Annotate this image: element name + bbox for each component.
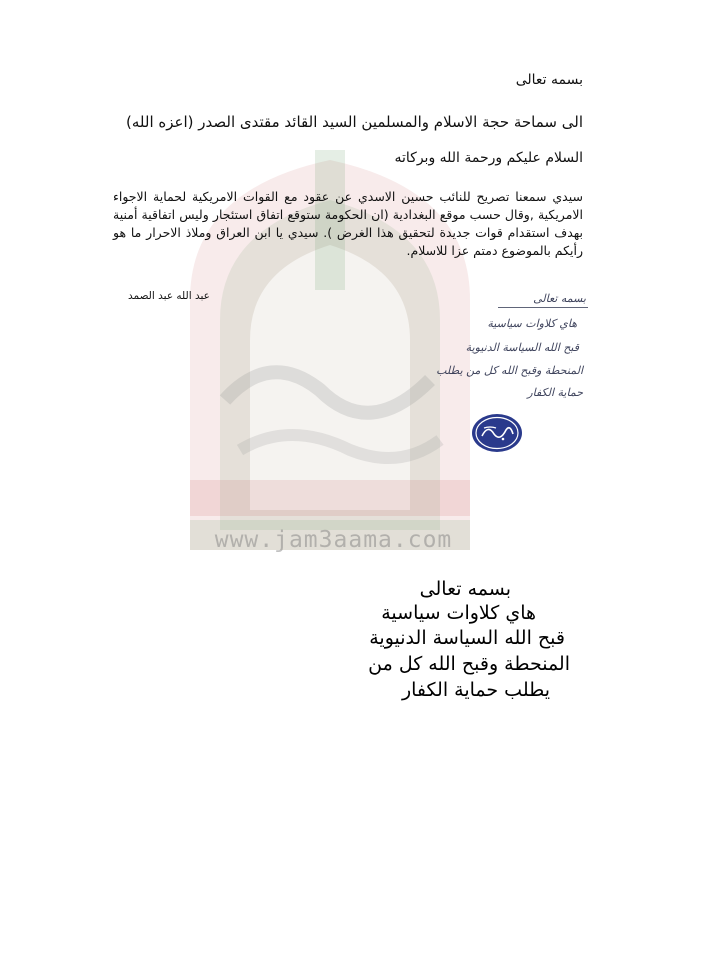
handwritten-line: بسمه تعالى	[533, 292, 586, 305]
transcription-line: قبح الله السياسة الدنيوية	[369, 627, 565, 649]
handwritten-line: قبح الله السياسة الدنيوية	[465, 341, 579, 354]
letter-signature: عبد الله عبد الصمد	[128, 290, 210, 302]
handwritten-line: هاي كلاوات سياسية	[487, 317, 577, 330]
letter-address: الى سماحة حجة الاسلام والمسلمين السيد القائد مقتدى الصدر (اعزه الله)	[126, 113, 583, 131]
seal-stamp	[470, 412, 524, 454]
letter-greeting: السلام عليكم ورحمة الله وبركاته	[394, 150, 583, 166]
transcription-line: بسمه تعالى	[419, 578, 511, 600]
watermark-url: www.jam3aama.com	[214, 527, 453, 553]
letter-basmala: بسمه تعالى	[515, 72, 583, 88]
letter-body: سيدي سمعنا تصريح للنائب حسين الاسدي عن عقود مع القوات الامريكية لحماية الاجواء الامريكية ,وقال حسب موقع البغدادية (ان الحكومة ستوقع اتفاق استئجار وليس اتفاقية أمنية بهدف استقدام قوات جديدة لتحقيق هذا الغرض ). سيدي يا ابن العراق وملاذ الاحرار ما هو رأيكم بالموضوع دمتم عزا للاسلام.	[113, 189, 583, 258]
transcription-line: هاي كلاوات سياسية	[381, 602, 536, 624]
transcription-line: المنحطة وقبح الله كل من	[368, 653, 570, 675]
transcription-line: يطلب حماية الكفار	[401, 679, 550, 701]
handwritten-line: حماية الكفار	[527, 386, 583, 399]
handwritten-line: المنحطة وقبح الله كل من يطلب	[436, 364, 583, 377]
handwriting-underline	[498, 307, 588, 308]
